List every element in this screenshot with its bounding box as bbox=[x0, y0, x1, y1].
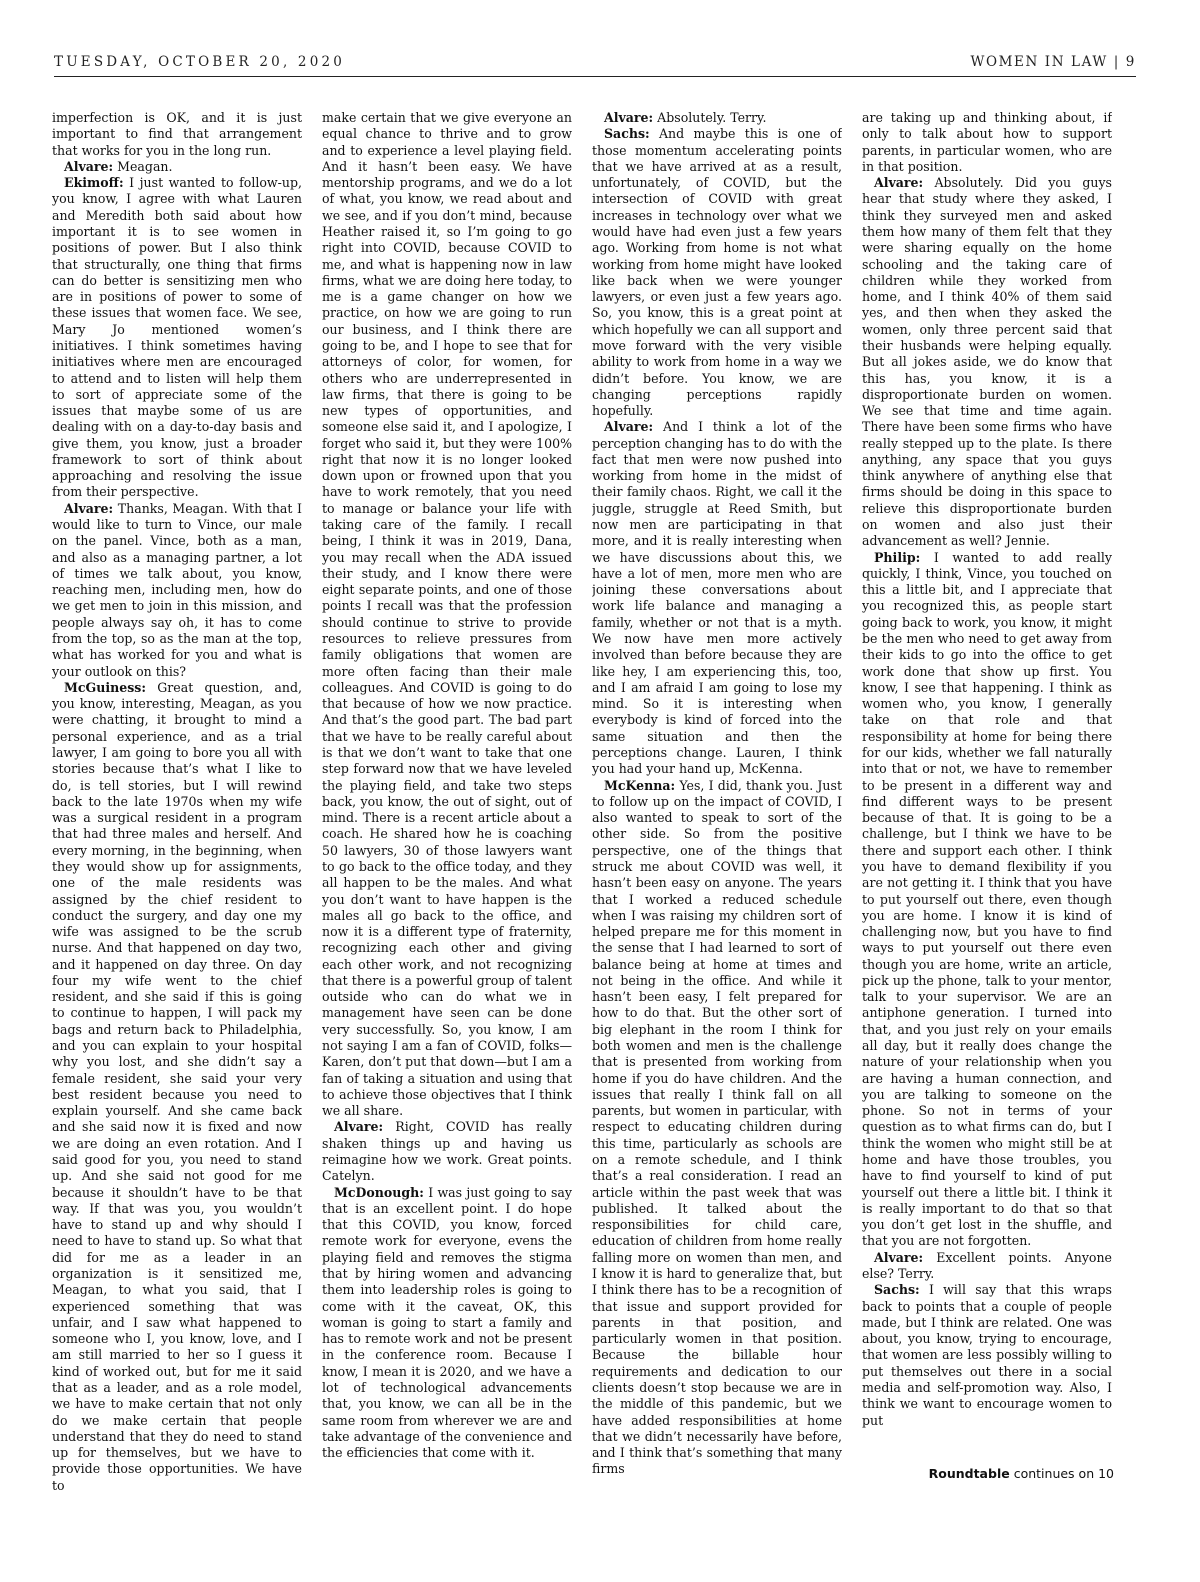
paragraph-text: I will say that this wraps back to points that a couple of people made, but I think are related. One was about, you know, trying to encourage, that women are less possibly willing to put themselves out there in a social media and self-promotion way. Also, I think we want to encourage women to put bbox=[862, 1282, 1112, 1428]
paragraph bbox=[52, 501, 302, 680]
paragraph bbox=[862, 110, 1112, 175]
speaker-name: Alvare: bbox=[604, 110, 654, 125]
paragraph bbox=[52, 680, 302, 1494]
speaker-name: Ekimoff: bbox=[64, 175, 124, 191]
paragraph-text: Great question, and, you know, interesting, Meagan, as you were chatting, it brought to mind a personal experience, and as a trial lawyer, I am going to bore you all with stories because that’s what I like to do, is tell stories, but I will rewind back to the late 1970s when my wife was a surgical resident in a program that had three males and herself. And every morning, in the beginning, when they would show up for assignments, one of the male residents was assigned by the chief resident to conduct the surgery, and day one my wife was assigned to be the scrub nurse. And that happened on day two, and it happened on day three. On day four my wife went to the chief resident, and she said if this is going to continue to happen, I will pack my bags and return back to Philadelphia, and you can explain to your hospital why you lost, and she didn’t say a female resident, she said your very best resident because you need to explain yourself. And she came back and she said now it is fixed and now we are doing an even rotation. And I said good for you, you need to stand up. And she said not good for me because it shouldn’t have to be that way. If that was you, you wouldn’t have to stand up and why should I need to have to stand up. So what that did for me as a leader in an organization is it sensitized me, Meagan, to what you said, that I experienced something that was unfair, and I saw what happened to someone who I, you know, love, and I am still married to her so I guess it kind of worked out, but for me it said that as a leader, and as a role model, we have to make certain that not only do we make certain that people understand that they do need to stand up for themselves, but we have to provide those opportunities. We have to bbox=[52, 679, 302, 1493]
speaker-name: McGuiness: bbox=[64, 679, 146, 695]
jump-story-name: Roundtable bbox=[928, 1466, 1010, 1481]
speaker-name: Philip: bbox=[874, 549, 921, 565]
paragraph bbox=[592, 110, 842, 126]
column-1 bbox=[52, 110, 302, 1510]
paragraph bbox=[322, 1185, 572, 1462]
speaker-name: Alvare: bbox=[64, 158, 114, 174]
paragraph-text: Absolutely. Did you guys hear that study where they asked, I think they surveyed men and asked them how many of them felt that they were sharing equally on the home schooling and the taking care of children while they worked from home, and I think 40% of them said yes, and then when they asked the women, only three percent said that their husbands were helping equally. But all jokes aside, we do know that this has, you know, it is a disproportionate burden on women. We see that time and time again. There have been some firms who have really stepped up to the plate. Is there anything, any space that you guys think anywhere of anything else that firms should be doing in this space to relieve this disproportionate burden on women and also just their advancement as well? Jennie. bbox=[862, 175, 1112, 549]
paragraph-text: make certain that we give everyone an equal chance to thrive and to grow and to experience a level playing field. And it hasn’t been easy. We have mentorship programs, and we do a lot of what, you know, we read about and we see, and if you don’t mind, because Heather raised it, so I’m going to go right into COVID, because COVID to me, and what is happening now in law firms, what we are doing here today, to me is a game changer on how we practice, on how we are going to run our business, and I think there are going to be, and I hope to see that for attorneys of color, for women, for others who are underrepresented in law firms, that there is going to be new types of opportunities, and someone else said it, and I apologize, I forget who said it, but they were 100% right that now it is no longer looked down upon or frowned upon that you have to work remotely, that you need to manage or balance your life with taking care of the family. I recall being, I think it was in 2019, Dana, you may recall when the ADA issued their study, and I know there were eight separate points, and one of those points I recall was that the profession should continue to strive to provide resources to relieve pressures from family obligations that women are more often facing than their male colleagues. And COVID is going to do that because of how we now practice. And that’s the good part. The bad part that we have to be really careful about is that we don’t want to take that one step forward now that we have leveled the playing field, and take two steps back, you know, the out of sight, out of mind. There is a recent article about a coach. He shared how he is coaching 50 lawyers, 30 of those lawyers want to go back to the office today, and they all happen to be the males. And what you don’t want to have happen is the males all go back to the office, and now it is a different type of fraternity, recognizing each other and giving each other work, and not recognizing that there is a powerful group of talent outside who can do what we in management have seen can be done very successfully. So, you know, I am not saying I am a fan of COVID, folks—Karen, don’t put that down—but I am a fan of taking a situation and using that to achieve those objectives that I think we all share. bbox=[322, 110, 572, 1119]
paragraph-text: And maybe this is one of those momentum accelerating points that we have arrived at as a result, unfortunately, of COVID, but the intersection of COVID with great increases in technology over what we would have had even just a few years ago. Working from home is not what working from home might have looked like back when we were younger lawyers, or even just a few years ago. So, you know, this is a great point at which hopefully we can all support and move forward with the very visible ability to work from home in a way we didn’t before. You know, we are changing perceptions rapidly hopefully. bbox=[592, 126, 842, 419]
speaker-name: Sachs: bbox=[874, 1282, 920, 1298]
speaker-name: Alvare: bbox=[604, 419, 654, 435]
speaker-name: Sachs: bbox=[604, 126, 650, 142]
paragraph-text: Excellent points. Anyone else? Terry. bbox=[862, 1249, 1112, 1281]
paragraph-text: I was just going to say that is an excellent point. I do hope that this COVID, you know, forced remote work for everyone, evens the playing field and removes the stigma that by hiring women and advancing them into leadership roles is going to come with it the caveat, OK, this woman is going to start a family and has to remote work and not be present in the conference room. Because I know, I mean it is 2020, and we have a lot of technological advancements that, you know, we can all be in the same room from wherever we are and take advantage of the convenience and the efficiencies that come with it. bbox=[322, 1184, 572, 1461]
running-head bbox=[54, 54, 1136, 77]
column-3 bbox=[592, 110, 842, 1510]
column-2 bbox=[322, 110, 572, 1510]
speaker-name: Alvare: bbox=[874, 1249, 924, 1265]
column-4 bbox=[862, 110, 1112, 1510]
paragraph bbox=[862, 550, 1112, 1250]
paragraph bbox=[52, 159, 302, 175]
paragraph-text: Yes, I did, thank you. Just to follow up on the impact of COVID, I also wanted to speak to sort of the other side. So from the positive perspective, one of the things that struck me about COVID was well, it hasn’t been easy on anyone. The years that I worked a reduced schedule when I was raising my children sort of helped prepare me for this moment in the sense that I had learned to sort of balance being at home at times and not being in the office. And while it hasn’t been easy, I felt prepared for how to do that. But the other sort of big elephant in the room I think for both women and men is the challenge that is presented from working from home if you do have children. And the issues that really I think fall on all parents, but women in particular, with respect to educating children during this time, particularly as schools are on a remote schedule, and I think that’s a real consideration. I read an article within the past week that was published. It talked about the responsibilities for child care, education of children from home really falling more on women than men, and I know it is hard to generalize that, but I think there has to be a recognition of that issue and support provided for parents in that position, and particularly women in that position. Because the billable hour requirements and dedication to our clients doesn’t stop because we are in the middle of this pandemic, but we have added responsibilities at home that we didn’t necessarily have before, and I think that’s something that many firms bbox=[592, 777, 842, 1477]
speaker-name: McKenna: bbox=[604, 777, 676, 793]
paragraph-text: Absolutely. Terry. bbox=[657, 110, 767, 125]
section-page-number: WOMEN IN LAW | 9 bbox=[970, 54, 1136, 70]
paragraph bbox=[322, 1119, 572, 1184]
issue-date: TUESDAY, OCTOBER 20, 2020 bbox=[54, 54, 346, 70]
paragraph bbox=[52, 175, 302, 501]
continued-jump-line bbox=[929, 1466, 1114, 1481]
speaker-name: McDonough: bbox=[334, 1184, 424, 1200]
paragraph-text: Thanks, Meagan. With that I would like to turn to Vince, our male on the panel. Vince, both as a man, and also as a managing partner, a lot of times we talk about, you know, reaching men, including men, how do we get men to join in this mission, and people always say oh, it has to come from the top, so as the man at the top, what has worked for you and what is your outlook on this? bbox=[52, 500, 302, 679]
paragraph bbox=[52, 110, 302, 159]
speaker-name: Alvare: bbox=[874, 175, 924, 191]
paragraph-text: I wanted to add really quickly, I think, Vince, you touched on this a little bit, and I appreciate that you recognized this, as people start going back to work, you know, it might be the men who need to get away from their kids to go into the office to get work done that show up first. You know, I see that happening. I think as women who, you know, I generally take on that role and that responsibility at home for being there for our kids, whether we fall naturally into that or not, we have to remember to be present in a different way and find different ways to be present because of that. It is going to be a challenge, but I think we have to be there and support each other. I think you have to demand flexibility if you are not getting it. I think that you have to put yourself out there, even though you are home. I know it is kind of challenging now, but you have to find ways to put yourself out there even though you are home, write an article, pick up the phone, talk to your mentor, talk to your supervisor. We are an antiphone generation. I turned into that, and you just rely on your emails all day, but it really does change the nature of your relationship when you are having a human connection, and you are talking to someone on the phone. So not in terms of your question as to what firms can do, but I think the women who might still be at home and have those troubles, you have to find yourself to kind of put yourself out there a little bit. I think it is really important to do that so that you don’t get lost in the shuffle, and that you are not forgotten. bbox=[862, 549, 1112, 1249]
paragraph-text: Right, COVID has really shaken things up and having us reimagine how we work. Great points. Catelyn. bbox=[322, 1119, 572, 1184]
paragraph bbox=[592, 778, 842, 1478]
paragraph-text: I just wanted to follow-up, you know, I agree with what Lauren and Meredith both said about how important it is to see women in positions of power. But I also think that structurally, one thing that firms can do better is sensitizing men who are in positions of power to some of these issues that women face. We see, Mary Jo mentioned women’s initiatives. I think sometimes having initiatives where men are encouraged to attend and to listen will help them to sort of appreciate some of the issues that maybe some of us are dealing with on a day-to-day basis and give them, you know, just a broader framework to sort of think about approaching and resolving the issue from their perspective. bbox=[52, 175, 302, 500]
paragraph-text: imperfection is OK, and it is just important to find that arrangement that works for you in the long run. bbox=[52, 110, 302, 158]
paragraph-text: Meagan. bbox=[117, 158, 173, 174]
paragraph bbox=[322, 110, 572, 1119]
jump-destination: continues on 10 bbox=[1013, 1466, 1114, 1481]
paragraph bbox=[862, 175, 1112, 549]
speaker-name: Alvare: bbox=[334, 1119, 384, 1135]
article-columns bbox=[52, 110, 1114, 1510]
paragraph bbox=[592, 126, 842, 419]
paragraph bbox=[862, 1250, 1112, 1283]
paragraph-text: are taking up and thinking about, if only to talk about how to support parents, in particular women, who are in that position. bbox=[862, 110, 1112, 174]
paragraph bbox=[592, 419, 842, 777]
paragraph-text: And I think a lot of the perception changing has to do with the fact that men were now pushed into working from home in the midst of their family chaos. Right, we call it the juggle, struggle at Reed Smith, but now men are participating in that more, and it is really interesting when we have discussions about this, we have a lot of men, more men who are joining these conversations about work life balance and managing a family, whether or not that is a myth. We now have men more actively involved than before because they are like hey, I am experiencing this, too, and I am afraid I am going to lose my mind. So it is interesting when everybody is kind of forced into the same situation and then the perceptions change. Lauren, I think you had your hand up, McKenna. bbox=[592, 419, 842, 777]
paragraph bbox=[862, 1282, 1112, 1429]
speaker-name: Alvare: bbox=[64, 500, 114, 516]
